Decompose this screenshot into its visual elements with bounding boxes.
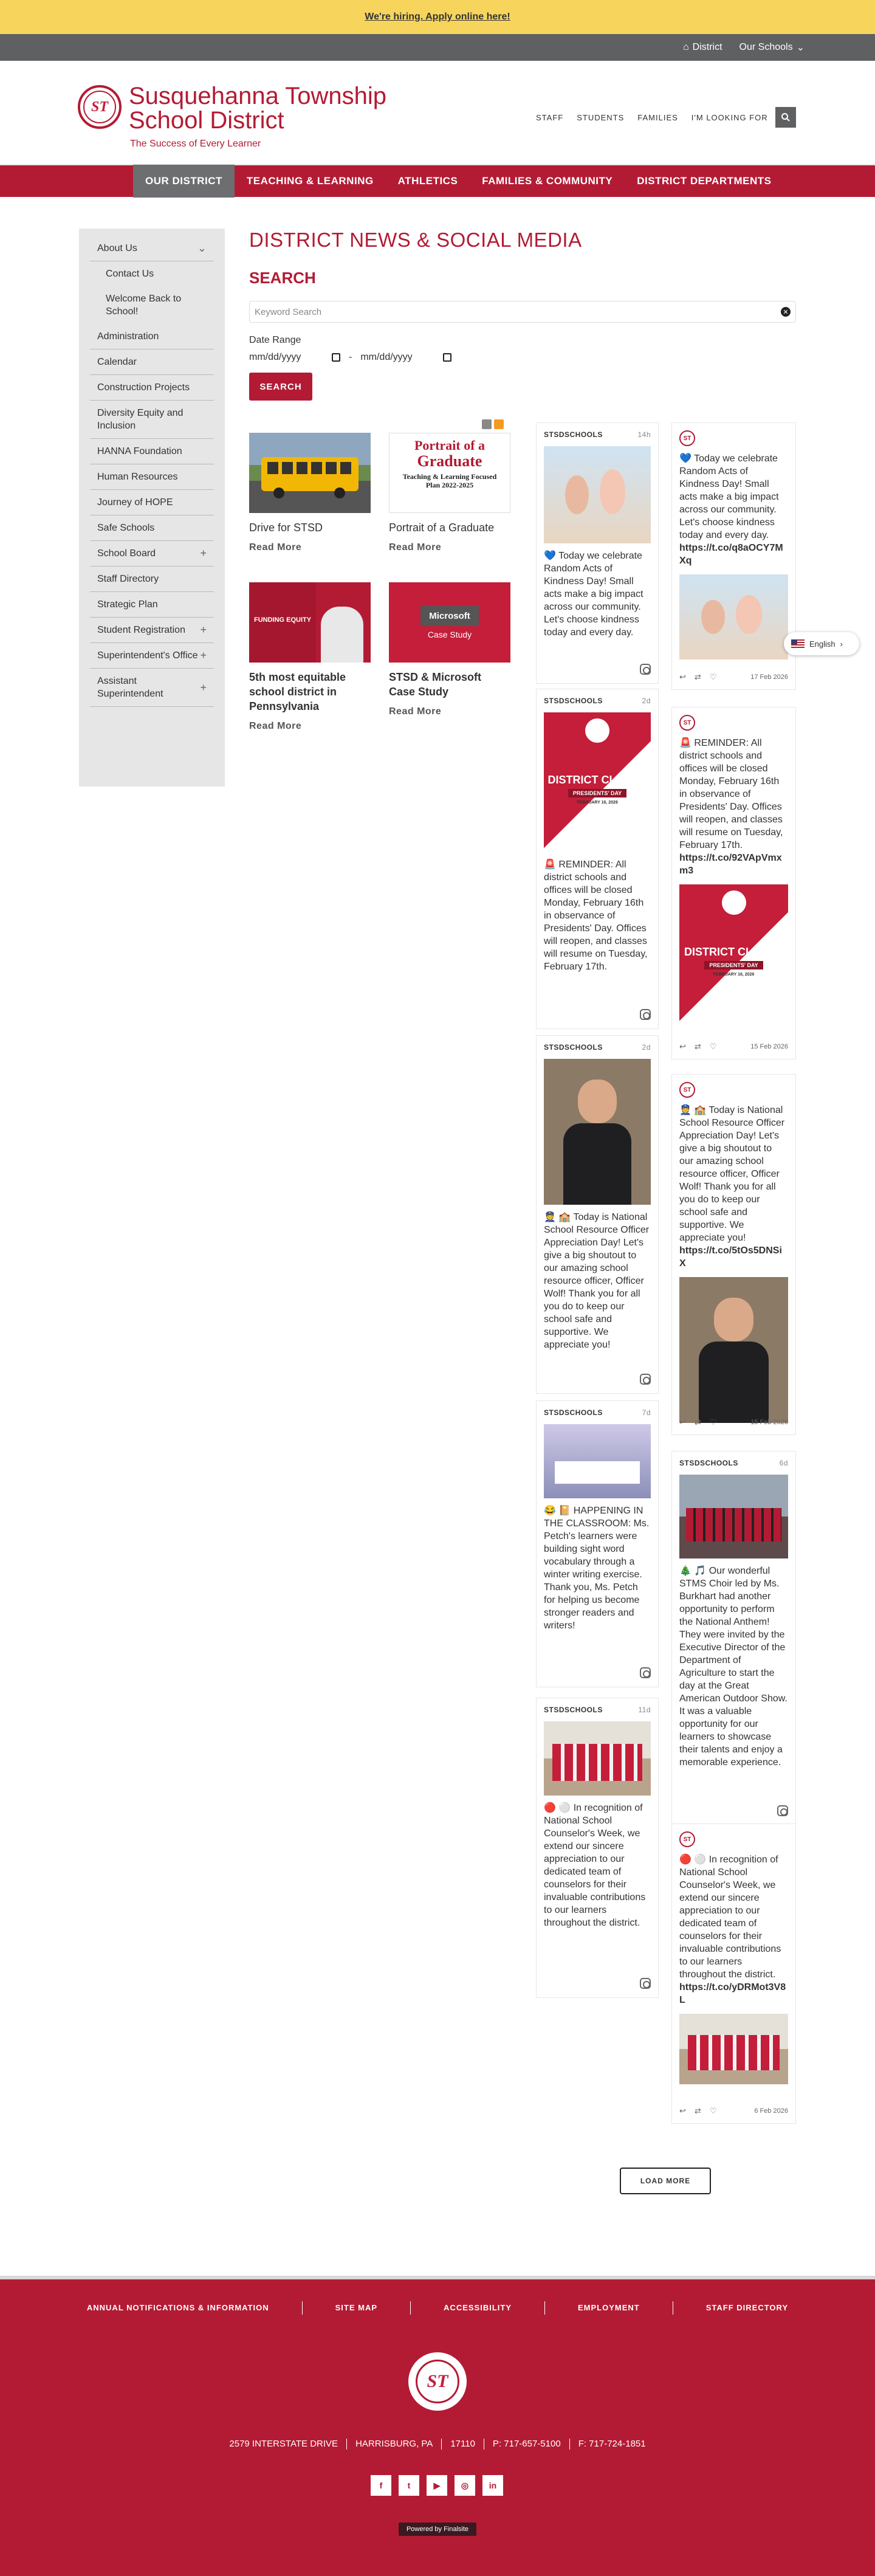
social-post[interactable] bbox=[536, 1035, 659, 1394]
facebook-icon[interactable]: f bbox=[371, 2475, 391, 2496]
post-text: 🔴 ⚪ In recognition of National School Counselor's Week, we extend our sincere appreciation to our dedicated team of counselors for their invaluable contributions to our learners throughout the district. bbox=[679, 1855, 781, 1980]
rss-icon[interactable] bbox=[494, 419, 504, 429]
closed-title: DISTRICT CLOSED bbox=[684, 946, 783, 959]
post-date: 15 Feb 2026 bbox=[750, 1043, 788, 1050]
read-more-link[interactable]: Read More bbox=[389, 542, 442, 553]
social-post[interactable] bbox=[536, 1698, 659, 1998]
social-post[interactable] bbox=[671, 422, 796, 690]
search-button[interactable]: SEARCH bbox=[249, 373, 312, 401]
news-card[interactable] bbox=[389, 433, 510, 553]
sidebar-item[interactable] bbox=[90, 669, 214, 707]
news-title[interactable]: Portrait of a Graduate bbox=[389, 522, 495, 534]
retweet-icon[interactable]: ⇄ bbox=[694, 1417, 701, 1427]
post-link[interactable]: https://t.co/q8aOCY7MXq bbox=[679, 543, 783, 566]
post-header bbox=[537, 689, 658, 705]
post-handle[interactable]: STSDSCHOOLS bbox=[544, 430, 603, 439]
sidebar-item[interactable] bbox=[90, 515, 214, 541]
post-handle[interactable]: STSDSCHOOLS bbox=[544, 1408, 603, 1417]
post-time: 2d bbox=[642, 1043, 651, 1052]
sidebar-item-label: School Board bbox=[97, 548, 156, 559]
news-image[interactable]: Microsoft Case Study bbox=[389, 582, 510, 663]
expand-icon[interactable]: + bbox=[200, 681, 207, 694]
instagram-icon[interactable] bbox=[640, 1374, 651, 1385]
footer-link[interactable]: SITE MAP bbox=[303, 2301, 411, 2315]
retweet-icon[interactable]: ⇄ bbox=[694, 672, 701, 681]
us-flag-icon bbox=[791, 639, 805, 648]
feed-icons bbox=[482, 419, 504, 429]
post-image[interactable] bbox=[679, 1475, 788, 1558]
post-text: 💙 Today we celebrate Random Acts of Kindness Day! Small acts make a big impact across our community. Let's choose kindness today and every day. bbox=[679, 453, 779, 540]
read-more-link[interactable]: Read More bbox=[389, 706, 442, 717]
instagram-icon[interactable] bbox=[640, 664, 651, 675]
news-title[interactable]: Drive for STSD bbox=[249, 522, 323, 534]
nav-teaching-learning[interactable]: TEACHING & LEARNING bbox=[246, 175, 374, 187]
sidebar-item-label: Welcome Back to School! bbox=[106, 294, 182, 317]
post-footer bbox=[679, 2106, 788, 2116]
date-range: mm/dd/yyyy - mm/dd/yyyy bbox=[249, 352, 796, 363]
post-header bbox=[537, 1698, 658, 1714]
clear-icon[interactable]: ✕ bbox=[781, 307, 791, 317]
closed-sub: PRESIDENTS' DAY bbox=[568, 789, 626, 797]
date-range-label: Date Range bbox=[249, 335, 301, 345]
powered-by-badge[interactable]: Powered by Finalsite bbox=[399, 2523, 476, 2536]
news-title[interactable]: 5th most equitable school district in Pennsylvania bbox=[249, 671, 346, 712]
sidebar-item[interactable] bbox=[90, 464, 214, 490]
utility-nav bbox=[536, 113, 768, 122]
sidebar-item-label: Administration bbox=[97, 331, 159, 342]
instagram-icon[interactable] bbox=[777, 1805, 788, 1816]
tagline: The Success of Every Learner bbox=[130, 139, 261, 149]
sidebar-item-label: Assistant Superintendent bbox=[97, 676, 163, 699]
site-title[interactable]: Susquehanna Township School District bbox=[129, 83, 387, 134]
calendar-feed-icon[interactable] bbox=[482, 419, 492, 429]
sidebar-item[interactable] bbox=[90, 324, 214, 350]
keyword-search-input[interactable]: Keyword Search ✕ bbox=[249, 301, 796, 323]
account-avatar[interactable]: ST bbox=[679, 1831, 695, 1847]
sidebar-item[interactable] bbox=[90, 261, 214, 286]
utility-families[interactable]: FAMILIES bbox=[637, 113, 678, 122]
reply-icon[interactable]: ↩ bbox=[679, 1042, 686, 1051]
post-image[interactable] bbox=[544, 1424, 651, 1498]
post-date: 15 Feb 2026 bbox=[750, 1419, 788, 1426]
post-image[interactable] bbox=[544, 712, 651, 852]
account-avatar[interactable]: ST bbox=[679, 430, 695, 446]
closed-graphic-text bbox=[544, 774, 651, 805]
post-header bbox=[537, 1036, 658, 1052]
read-more-link[interactable]: Read More bbox=[249, 542, 302, 553]
post-handle[interactable]: STSDSCHOOLS bbox=[679, 1459, 738, 1467]
closed-date: FEBRUARY 16, 2026 bbox=[713, 973, 755, 977]
hiring-link[interactable]: We're hiring. Apply online here! bbox=[365, 12, 510, 22]
reply-icon[interactable]: ↩ bbox=[679, 2106, 686, 2115]
footer-logo[interactable]: ST bbox=[408, 2352, 467, 2411]
sidebar-item-label: Calendar bbox=[97, 357, 137, 367]
site-search-button[interactable] bbox=[775, 107, 796, 128]
post-time: 7d bbox=[642, 1408, 651, 1417]
search-heading: SEARCH bbox=[249, 269, 316, 287]
post-text: 💙 Today we celebrate Random Acts of Kindness Day! Small acts make a big impact across our community. Let's choose kindness today and every day. bbox=[544, 551, 643, 638]
nav-district-departments[interactable]: DISTRICT DEPARTMENTS bbox=[637, 175, 772, 187]
post-header bbox=[537, 1401, 658, 1417]
retweet-icon[interactable]: ⇄ bbox=[694, 1042, 701, 1051]
end-date-input[interactable]: mm/dd/yyyy bbox=[360, 352, 451, 363]
nav-families-community[interactable]: FAMILIES & COMMUNITY bbox=[482, 175, 613, 187]
footer-address: 2579 INTERSTATE DRIVE HARRISBURG, PA 17110 P: 717-657-5100 F: 717-724-1851 bbox=[0, 2439, 875, 2450]
sidebar-item[interactable] bbox=[90, 236, 214, 261]
post-footer bbox=[679, 1042, 788, 1052]
social-post[interactable] bbox=[671, 707, 796, 1059]
home-icon: ⌂ bbox=[682, 42, 689, 52]
sidebar-item-label: Construction Projects bbox=[97, 382, 190, 393]
like-icon[interactable]: ♡ bbox=[709, 672, 717, 681]
site-header bbox=[0, 61, 875, 164]
linkedin-icon[interactable]: in bbox=[482, 2475, 503, 2496]
post-footer bbox=[679, 1417, 788, 1427]
sidebar-item-label: Safe Schools bbox=[97, 523, 155, 533]
top-bar bbox=[0, 34, 875, 61]
expand-icon[interactable]: + bbox=[200, 649, 207, 661]
like-icon[interactable]: ♡ bbox=[709, 1042, 717, 1051]
news-card[interactable] bbox=[249, 582, 371, 732]
closed-sub: PRESIDENTS' DAY bbox=[704, 961, 763, 969]
social-links bbox=[371, 2475, 503, 2496]
post-image[interactable] bbox=[544, 1059, 651, 1205]
post-actions bbox=[679, 2106, 716, 2116]
sidebar-item[interactable] bbox=[90, 592, 214, 618]
post-text: 😂 📔 HAPPENING IN THE CLASSROOM: Ms. Petch's learners were building sight word vocabulary through a winter writing exercise. Thank you, Ms. Petch for helping us become stronger readers and writers! bbox=[544, 1506, 650, 1631]
site-footer bbox=[0, 2276, 875, 2576]
retweet-icon[interactable]: ⇄ bbox=[694, 2106, 701, 2115]
post-time: 11d bbox=[638, 1706, 651, 1714]
social-post[interactable] bbox=[671, 1074, 796, 1435]
post-image[interactable] bbox=[679, 2014, 788, 2084]
start-date-input[interactable]: mm/dd/yyyy bbox=[249, 352, 340, 363]
post-text: 🚨 REMINDER: All district schools and offices will be closed Monday, February 16th in observance of Presidents' Day. Offices will reopen, and classes will resume on Tuesday, February 17th. bbox=[679, 738, 783, 850]
closed-date: FEBRUARY 16, 2026 bbox=[577, 801, 618, 805]
main-content bbox=[249, 229, 796, 401]
nav-athletics[interactable]: ATHLETICS bbox=[397, 175, 458, 187]
post-link[interactable]: https://t.co/5tOs5DNSiX bbox=[679, 1245, 782, 1269]
sidebar-item[interactable] bbox=[90, 439, 214, 464]
post-image[interactable] bbox=[679, 1277, 788, 1423]
expand-icon[interactable]: + bbox=[200, 624, 207, 636]
language-selector[interactable]: English › bbox=[784, 632, 859, 655]
like-icon[interactable]: ♡ bbox=[709, 2106, 717, 2115]
read-more-link[interactable]: Read More bbox=[249, 721, 302, 731]
footer-link[interactable]: EMPLOYMENT bbox=[545, 2301, 673, 2315]
sidebar bbox=[79, 229, 225, 787]
post-image[interactable] bbox=[544, 1721, 651, 1796]
post-image[interactable] bbox=[679, 884, 788, 1024]
instagram-icon[interactable] bbox=[640, 1009, 651, 1020]
page-title: DISTRICT NEWS & SOCIAL MEDIA bbox=[249, 229, 582, 251]
news-image[interactable]: FUNDING EQUITY bbox=[249, 582, 371, 663]
post-handle[interactable]: STSDSCHOOLS bbox=[544, 1043, 603, 1052]
chevron-down-icon: ⌄ bbox=[796, 43, 805, 53]
chevron-down-icon[interactable]: ⌄ bbox=[197, 242, 207, 254]
account-avatar[interactable]: ST bbox=[679, 1082, 695, 1098]
post-text: 🚨 REMINDER: All district schools and offices will be closed Monday, February 16th in observance of Presidents' Day. Offices will reopen, and classes will resume on Tuesday, February 17th. bbox=[544, 859, 648, 972]
sidebar-item-label: Staff Directory bbox=[97, 574, 159, 584]
post-actions bbox=[679, 1417, 716, 1427]
footer-link[interactable]: STAFF DIRECTORY bbox=[705, 2303, 789, 2312]
sidebar-item[interactable] bbox=[90, 350, 214, 375]
news-card[interactable] bbox=[389, 582, 510, 717]
post-text: 🎄 🎵 Our wonderful STMS Choir led by Ms. Burkhart had another opportunity to perform the National Anthem! They were invited by the Executive Director of the Department of Agriculture to start the day at the Great American Outdoor Show. It was a valuable opportunity for our learners to showcase their talents and enjoy a memorable experience. bbox=[679, 1566, 787, 1768]
post-date: 17 Feb 2026 bbox=[750, 673, 788, 681]
twitter-icon[interactable]: t bbox=[399, 2475, 419, 2496]
search-icon bbox=[781, 112, 791, 122]
sidebar-item-label: Journey of HOPE bbox=[97, 497, 173, 508]
post-header bbox=[672, 1452, 795, 1467]
sidebar-item-label: Superintendent's Office bbox=[97, 650, 198, 661]
utility-students[interactable]: STUDENTS bbox=[577, 113, 625, 122]
post-time: 2d bbox=[642, 697, 651, 705]
main-nav bbox=[0, 164, 875, 197]
hiring-banner[interactable] bbox=[0, 0, 875, 34]
account-avatar[interactable]: ST bbox=[679, 715, 695, 731]
nav-our-district[interactable]: OUR DISTRICT bbox=[133, 165, 235, 198]
calendar-icon[interactable] bbox=[443, 353, 451, 362]
utility-looking-for[interactable]: I'M LOOKING FOR bbox=[691, 113, 768, 122]
like-icon[interactable]: ♡ bbox=[709, 1417, 717, 1427]
sidebar-item-label: Diversity Equity and Inclusion bbox=[97, 408, 184, 431]
closed-title: DISTRICT CLOSED bbox=[547, 774, 647, 787]
reply-icon[interactable]: ↩ bbox=[679, 1417, 686, 1427]
post-link[interactable]: https://t.co/92VApVmxm3 bbox=[679, 853, 782, 876]
sidebar-item[interactable] bbox=[90, 618, 214, 643]
post-time: 6d bbox=[779, 1459, 788, 1467]
footer-link[interactable]: ACCESSIBILITY bbox=[411, 2301, 545, 2315]
social-post[interactable] bbox=[536, 689, 659, 1029]
sidebar-item[interactable] bbox=[90, 286, 214, 324]
social-post[interactable] bbox=[536, 1400, 659, 1687]
instagram-icon[interactable] bbox=[640, 1667, 651, 1678]
sidebar-item[interactable] bbox=[90, 567, 214, 592]
calendar-icon[interactable] bbox=[332, 353, 340, 362]
sidebar-item[interactable] bbox=[90, 643, 214, 669]
post-link[interactable]: https://t.co/yDRMot3V8L bbox=[679, 1982, 786, 2005]
footer-link[interactable]: ANNUAL NOTIFICATIONS & INFORMATION bbox=[54, 2301, 303, 2315]
post-text: 👮 🏫 Today is National School Resource Officer Appreciation Day! Let's give a big shoutout to our amazing school resource officer, Officer Wolf! Thank you for all you do to keep our school safe and supportive. We appreciate you! bbox=[544, 1212, 650, 1350]
news-image[interactable]: Portrait of a Graduate Teaching & Learning Focused Plan 2022-2025 bbox=[389, 433, 510, 513]
post-handle[interactable]: STSDSCHOOLS bbox=[544, 1706, 603, 1714]
news-title[interactable]: STSD & Microsoft Case Study bbox=[389, 671, 482, 698]
our-schools-dropdown[interactable]: Our Schools ⌄ bbox=[739, 42, 805, 53]
utility-staff[interactable]: STAFF bbox=[536, 113, 564, 122]
post-text: 👮 🏫 Today is National School Resource Officer Appreciation Day! Let's give a big shoutout to our amazing school resource officer, Officer Wolf! Thank you for all you do to keep our school safe and supportive. We appreciate you! bbox=[679, 1105, 785, 1243]
news-image[interactable] bbox=[249, 433, 371, 513]
instagram-icon[interactable] bbox=[640, 1978, 651, 1989]
load-more-button[interactable]: LOAD MORE bbox=[620, 2168, 711, 2194]
sidebar-item[interactable] bbox=[90, 541, 214, 567]
sidebar-item-label: HANNA Foundation bbox=[97, 446, 182, 456]
sidebar-item[interactable] bbox=[90, 401, 214, 439]
instagram-icon[interactable]: ◎ bbox=[455, 2475, 475, 2496]
post-actions bbox=[679, 1042, 716, 1052]
expand-icon[interactable]: + bbox=[200, 547, 207, 559]
post-header bbox=[537, 423, 658, 439]
sidebar-item-label: About Us bbox=[97, 243, 137, 253]
sidebar-item-label: Human Resources bbox=[97, 472, 178, 482]
news-card[interactable] bbox=[249, 433, 371, 553]
youtube-icon[interactable]: ▶ bbox=[427, 2475, 447, 2496]
sidebar-item-label: Student Registration bbox=[97, 625, 185, 635]
social-post[interactable] bbox=[536, 422, 659, 684]
post-image[interactable] bbox=[544, 446, 651, 543]
sidebar-item[interactable] bbox=[90, 375, 214, 401]
post-actions bbox=[679, 672, 716, 682]
social-post[interactable] bbox=[671, 1451, 796, 1825]
post-time: 14h bbox=[637, 430, 651, 439]
sidebar-item[interactable] bbox=[90, 490, 214, 515]
post-text: 🔴 ⚪ In recognition of National School Counselor's Week, we extend our sincere appreciation to our dedicated team of counselors for their invaluable contributions to our learners throughout the district. bbox=[544, 1803, 646, 1928]
closed-graphic-text bbox=[679, 946, 788, 977]
chevron-right-icon: › bbox=[840, 639, 843, 649]
post-image[interactable] bbox=[679, 574, 788, 659]
post-date: 6 Feb 2026 bbox=[754, 2107, 788, 2115]
post-footer bbox=[679, 672, 788, 682]
sidebar-item-label: Strategic Plan bbox=[97, 599, 158, 610]
social-post[interactable] bbox=[671, 1824, 796, 2124]
footer-links bbox=[0, 2301, 875, 2315]
district-link[interactable]: ⌂ District bbox=[682, 42, 722, 52]
reply-icon[interactable]: ↩ bbox=[679, 672, 686, 681]
post-handle[interactable]: STSDSCHOOLS bbox=[544, 697, 603, 705]
district-logo[interactable]: ST bbox=[78, 85, 122, 129]
sidebar-item-label: Contact Us bbox=[106, 269, 154, 279]
